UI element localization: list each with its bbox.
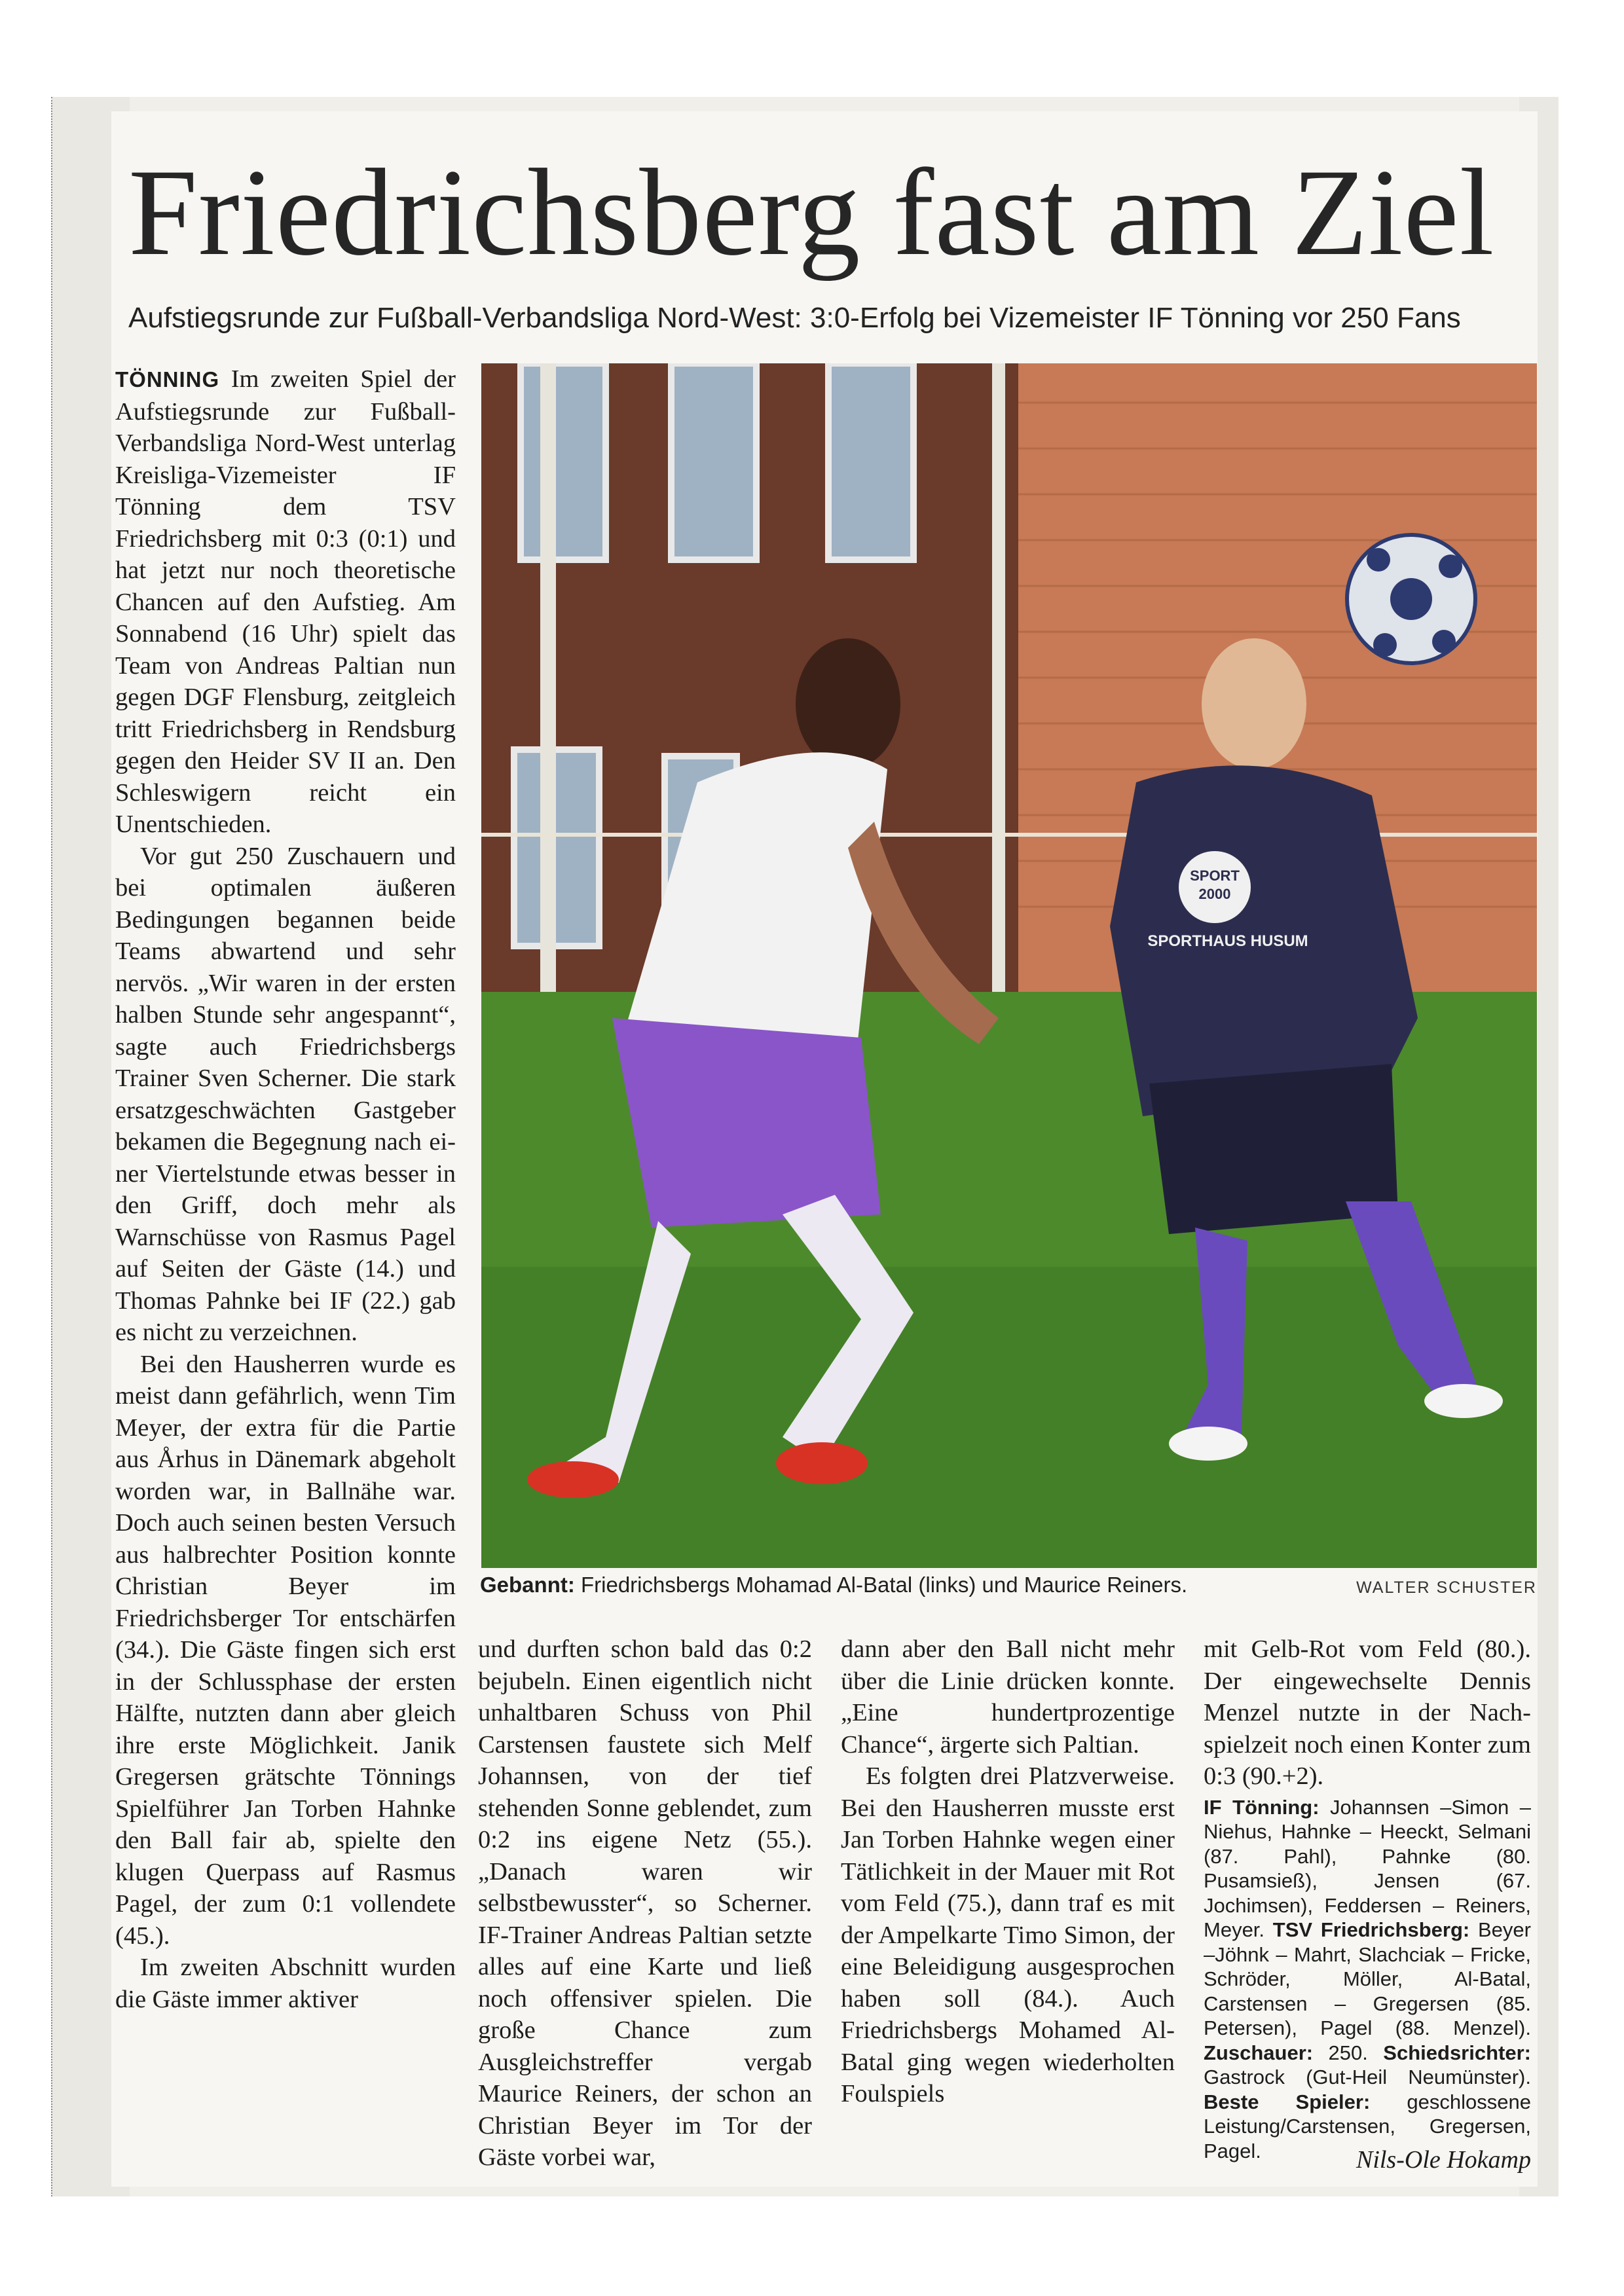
window-1 bbox=[521, 363, 606, 560]
paragraph-3: Bei den Hausherren wurde es meist dann gefährlich, wenn Tim Meyer, der extra für die Partie aus Århus in Dänemark abgeholt worden war, in Ballnähe war. Doch auch seinen besten Versuch aus halbrechter Position konnte Christian Beyer im Friedrichsberger Tor entschärfen (34.). Die Gäste fingen sich erst in der Schlussphase der ersten Hälfte, nutzten dann aber gleich ihre erste Möglichkeit. Janik Gregersen grätschte Tönnings Spielführer Jan Torben Hahnke den Ball fair ab, spielte den klugen Querpass auf Rasmus Pagel, der zum 0:1 vollendete (45.). bbox=[115, 1350, 456, 1950]
player-left-boot bbox=[776, 1442, 868, 1484]
match-photo bbox=[481, 363, 1537, 1568]
lineup-tsv-text: Beyer –Jöhnk – Mahrt, Slachciak – Fricke, Schröder, Möller, Al-Batal, Carstensen – Gregersen (85. Petersen), Pagel (88. Menzel). bbox=[1204, 1918, 1531, 2039]
lineup-beste-label: Beste Spieler: bbox=[1204, 2090, 1371, 2113]
article-column-3 bbox=[841, 1633, 1175, 2110]
article-column-4 bbox=[1204, 1633, 1531, 2163]
shirt-sponsor-text: SPORTHAUS HUSUM bbox=[1147, 932, 1308, 950]
col2-paragraph-1: und durften schon bald das 0:2 bejubeln. Einen eigentlich nicht unhaltbaren Schuss von Phil Carstensen faustete sich Melf Johannsen, von der tief stehenden Sonne geblendet, zum 0:2 ins eigene Netz (55.). „Danach waren wir selbstbewusster“, so Scherner. IF-Trainer Andreas Paltian setzte alles auf eine Karte und ließ noch offensiver spielen. Die große Chance zum Ausgleichstreffer vergab Maurice Reiners, der schon an Christian Beyer im Tor der Gäste vorbei war, bbox=[478, 1635, 812, 2171]
byline: Nils-Ole Hokamp bbox=[1356, 2146, 1531, 2174]
football-panel-4 bbox=[1373, 633, 1397, 657]
flag-pole-left bbox=[540, 363, 556, 992]
dateline: TÖNNING bbox=[115, 367, 220, 392]
football-panel-2 bbox=[1367, 548, 1390, 572]
caption-label: Gebannt: bbox=[480, 1573, 575, 1597]
lineup-schiri-label: Schiedsrichter: bbox=[1383, 2041, 1531, 2064]
paragraph-2: Vor gut 250 Zuschauern und bei optimalen äußeren Bedingungen begannen beide Teams abwartend und sehr nervös. „Wir waren in der ersten halben Stunde sehr angespannt“, sagte auch Friedrichsbergs Trainer Sven Scherner. Die stark ersatzgeschwächten Gastgeber bekamen die Begegnung nach einer Viertelstunde etwas besser in den Griff, doch mehr als Warnschüsse von Rasmus Pagel auf Seiten der Gäste (14.) und Thomas Pahnke bei IF (22.) gab es nicht zu verzeichnen. bbox=[115, 842, 456, 1346]
window-4 bbox=[514, 750, 599, 946]
lineup-beste-text: geschlossene Leistung/Carstensen, Gregersen, Pagel. bbox=[1204, 2090, 1531, 2162]
page-edge-rule bbox=[51, 97, 52, 2196]
player-right-boot-2 bbox=[1424, 1384, 1503, 1418]
lineup-zuschauer-text: 250. bbox=[1328, 2041, 1368, 2064]
football-panel bbox=[1390, 578, 1432, 620]
paragraph-1: Im zweiten Spiel der Aufstiegsrunde zur Fußball-Verbandsliga Nord-West unterlag Kreisliga-Vizemeister IF Tönning dem TSV Friedrichsberg mit 0:3 (0:1) und hat jetzt nur noch theoretische Chancen auf den Aufstieg. Am Sonnabend (16 Uhr) spielt das Team von Andreas Paltian nun gegen DGF Flensburg, zeitgleich tritt Friedrichsberg in Rendsburg gegen den Heider SV II an. Den Schleswigern reicht ein Unentschieden. bbox=[115, 365, 456, 838]
player-left-shorts bbox=[612, 1018, 881, 1228]
lineup-if-text: Johannsen –Simon – Niehus, Hahnke – Heeckt, Selmani (87. Pahl), Pahnke (80. Pusamsieß), Jensen (67. Jochimsen), Feddersen – Reiners, Meyer. bbox=[1204, 1795, 1531, 1941]
shirt-logo-text-mid: 2000 bbox=[1198, 886, 1231, 902]
article-column-1 bbox=[115, 363, 456, 2015]
football-panel-3 bbox=[1439, 555, 1462, 578]
flag-pole-right bbox=[992, 363, 1005, 992]
caption-text: Friedrichsbergs Mohamad Al-Batal (links) und Maurice Reiners. bbox=[581, 1573, 1188, 1597]
shirt-logo-text-top: SPORT bbox=[1190, 867, 1240, 884]
photo-illustration bbox=[481, 363, 1537, 1568]
player-right-boot-1 bbox=[1169, 1427, 1247, 1461]
window-2 bbox=[671, 363, 756, 560]
lineup-box bbox=[1204, 1795, 1531, 2164]
headline: Friedrichsberg fast am Ziel bbox=[128, 144, 1495, 282]
paragraph-4: Im zweiten Abschnitt wurden die Gäste immer aktiver bbox=[115, 1954, 456, 2013]
article-column-2 bbox=[478, 1633, 812, 2174]
player-right-head bbox=[1202, 638, 1306, 769]
photo-credit: WALTER SCHUSTER bbox=[1356, 1578, 1537, 1597]
photo-caption bbox=[480, 1569, 1537, 1601]
lineup-if-label: IF Tönning: bbox=[1204, 1795, 1320, 1819]
subheadline: Aufstiegsrunde zur Fußball-Verbandsliga Nord-West: 3:0-Erfolg bei Vizemeister IF Tönning vor 250 Fans bbox=[128, 302, 1461, 334]
lineup-tsv-label: TSV Friedrichsberg: bbox=[1272, 1918, 1470, 1941]
col3-paragraph-2: Es folgten drei Platzverweise. Bei den Hausherren musste erst Jan Torben Hahnke wegen einer Tätlichkeit in der Mauer mit Rot vom Feld (75.), dann traf es mit der Ampelkarte Timo Simon, der eine Beleidigung ausgesprochen haben soll (84.). Auch Friedrichsbergs Mohamed Al-Batal ging wegen wiederholten Foulspiels bbox=[841, 1762, 1175, 2107]
col4-paragraph-1: mit Gelb-Rot vom Feld (80.). Der eingewechselte Dennis Menzel nutzte in der Nachspielzeit noch einen Konter zum 0:3 (90.+2). bbox=[1204, 1635, 1531, 1790]
lineup-zuschauer-label: Zuschauer: bbox=[1204, 2041, 1314, 2064]
col3-paragraph-1: dann aber den Ball nicht mehr über die Linie drücken konnte. „Eine hundertprozentige Chance“, ärgerte sich Paltian. bbox=[841, 1635, 1175, 1758]
football-panel-5 bbox=[1432, 630, 1456, 653]
lineup-schiri-text: Gastrock (Gut-Heil Neumünster). bbox=[1204, 2066, 1531, 2088]
player-left-head bbox=[796, 638, 900, 769]
window-3 bbox=[828, 363, 913, 560]
player-left-boot-2 bbox=[527, 1461, 619, 1498]
